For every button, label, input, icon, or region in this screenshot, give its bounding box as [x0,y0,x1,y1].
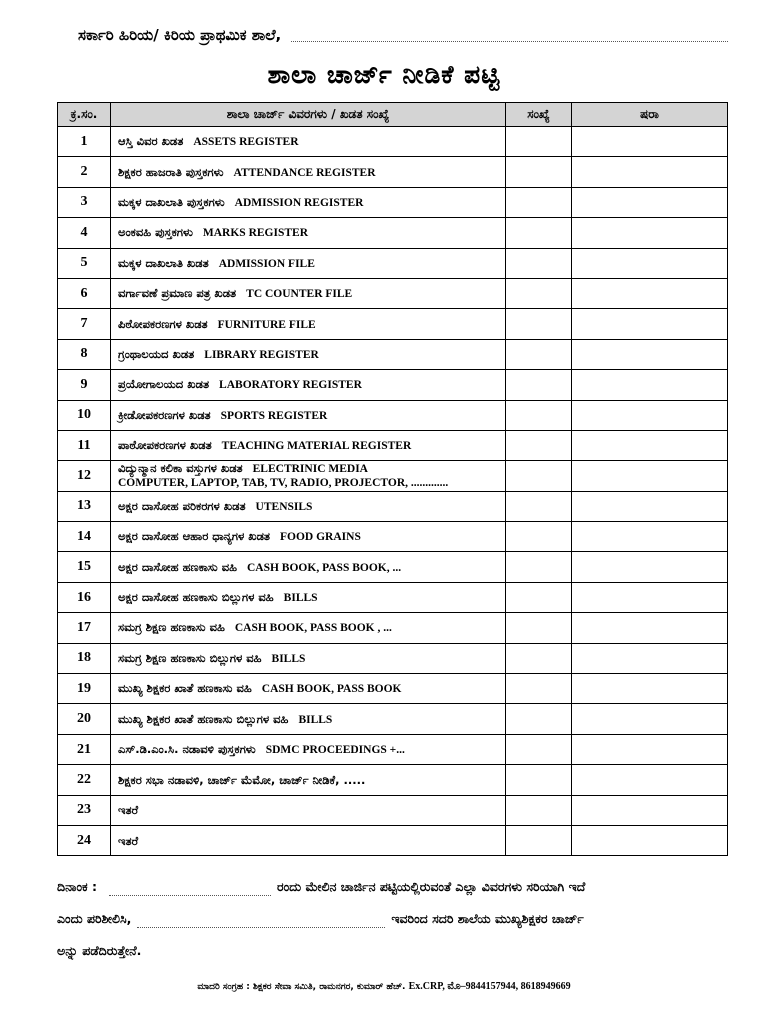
table-row [58,218,728,248]
row-remarks-cell[interactable] [572,248,728,278]
row-description-english: MARKS REGISTER [202,227,309,240]
row-description-english: ADMISSION FILE [218,257,315,270]
row-remarks-cell[interactable] [572,491,728,521]
row-description [111,795,506,825]
table-row [58,370,728,400]
row-description-english: TEACHING MATERIAL REGISTER [221,440,412,453]
row-description-kannada: ಸಮಗ್ರ ಶಿಕ್ಷಣ ಹಣಕಾಸು ಬಿಲ್ಲುಗಳ ವಹಿ [118,650,262,665]
row-count-cell[interactable] [506,461,572,491]
row-serial-number: 4 [58,218,111,248]
row-description-kannada: ಪಿಠೋಪಕರಣಗಳ ಖಡತ [118,316,208,331]
row-description-english: LIBRARY REGISTER [204,348,319,361]
row-description-english: CASH BOOK, PASS BOOK [261,683,402,696]
row-description-english: LABORATORY REGISTER [219,379,362,392]
row-count-cell[interactable] [506,278,572,308]
row-count-cell[interactable] [506,582,572,612]
row-description [111,430,506,460]
row-serial-number: 9 [58,370,111,400]
row-description-kannada: ಶಿಕ್ಷಕರ ಸಭಾ ನಡಾವಳಿ, ಚಾರ್ಜ್ ಮೆಮೋ, ಚಾರ್ಜ್ ನೀಡಿಕೆ, ..... [118,772,366,787]
row-remarks-cell[interactable] [572,552,728,582]
row-count-cell[interactable] [506,704,572,734]
row-count-cell[interactable] [506,734,572,764]
row-remarks-cell[interactable] [572,339,728,369]
row-remarks-cell[interactable] [572,522,728,552]
row-serial-number: 2 [58,157,111,187]
row-remarks-cell[interactable] [572,309,728,339]
row-description-english: BILLS [271,652,306,665]
row-description [111,248,506,278]
row-serial-number: 19 [58,674,111,704]
row-description [111,218,506,248]
row-description [111,370,506,400]
row-description [111,704,506,734]
row-serial-number: 15 [58,552,111,582]
row-count-cell[interactable] [506,674,572,704]
row-description-kannada: ವಿದ್ಯುನ್ಮಾನ ಕಲಿಕಾ ವಸ್ತುಗಳ ಖಡತ [118,461,243,476]
row-description-kannada: ಅಕ್ಷರ ದಾಸೋಹ ಹಣಕಾಸು ಬಿಲ್ಲುಗಳ ವಹಿ [118,590,274,605]
row-count-cell[interactable] [506,795,572,825]
table-row [58,309,728,339]
row-remarks-cell[interactable] [572,613,728,643]
row-description [111,400,506,430]
declaration-text-2: ಎಂದು ಪರಿಶೀಲಿಸಿ, [57,911,132,926]
table-header-row [58,103,728,127]
row-serial-number: 22 [58,765,111,795]
table-row [58,491,728,521]
declaration-text-1: ರಂದು ಮೇಲಿನ ಚಾರ್ಜಿನ ಪಟ್ಟಿಯಲ್ಲಿರುವಂತೆ ಎಲ್ಲಾ ವಿವರಗಳು ಸರಿಯಾಗಿ ಇದೆ [276,879,586,894]
row-description-kannada: ಮುಖ್ಯ ಶಿಕ್ಷಕರ ಖಾತೆ ಹಣಕಾಸು ಬಿಲ್ಲುಗಳ ವಹಿ [118,711,289,726]
row-serial-number: 6 [58,278,111,308]
credit-line [0,981,768,992]
row-description [111,339,506,369]
row-serial-number: 10 [58,400,111,430]
table-row [58,522,728,552]
row-description-kannada: ಮಕ್ಕಳ ದಾಖಲಾತಿ ಖಡತ [118,255,209,270]
credit-text: ಮಾದರಿ ಸಂಗ್ರಹ : ಶಿಕ್ಷಕರ ಸೇವಾ ಸಮಿತಿ, ರಾಮನಗರ, ಕುಮಾರ್ ಹೆಚ್. [197,982,406,992]
row-description-kannada: ಎಸ್.ಡಿ.ಎಂ.ಸಿ. ನಡಾವಳಿ ಪುಸ್ತಕಗಳು [118,742,256,756]
row-description-english: CASH BOOK, PASS BOOK, ... [246,561,402,574]
row-serial-number: 21 [58,734,111,764]
row-serial-number: 12 [58,461,111,491]
row-description-kannada: ಮಕ್ಕಳ ದಾಖಲಾತಿ ಪುಸ್ತಕಗಳು [118,194,225,209]
declaration-text-3: ಇವರಿಂದ ಸದರಿ ಶಾಲೆಯ ಮುಖ್ಯಶಿಕ್ಷಕರ ಚಾರ್ಜ್ [391,911,584,926]
table-row [58,430,728,460]
declaration-line-1 [57,878,727,896]
row-count-cell[interactable] [506,825,572,855]
row-count-cell[interactable] [506,613,572,643]
row-description-kannada: ಗ್ರಂಥಾಲಯದ ಖಡತ [118,346,195,361]
table-row [58,582,728,612]
row-remarks-cell[interactable] [572,400,728,430]
row-description-kannada: ಅಕ್ಷರ ದಾಸೋಹ ಹಣಕಾಸು ವಹಿ [118,559,237,574]
row-description-kannada: ಆಸ್ತಿ ವಿವರ ಖಡತ [118,134,184,149]
row-remarks-cell[interactable] [572,127,728,157]
row-description-kannada: ಪಾಠೋಪಕರಣಗಳ ಖಡತ [118,438,212,453]
row-remarks-cell[interactable] [572,187,728,217]
row-description-english-extra: COMPUTER, LAPTOP, TAB, TV, RADIO, PROJECTOR, ............. [118,477,449,490]
row-serial-number: 23 [58,795,111,825]
row-remarks-cell[interactable] [572,157,728,187]
row-count-cell[interactable] [506,491,572,521]
row-remarks-cell[interactable] [572,278,728,308]
row-serial-number: 13 [58,491,111,521]
row-description-kannada: ಅಕ್ಷರ ದಾಸೋಹ ಪರಿಕರಗಳ ಖಡತ [118,498,246,513]
column-header-serial: ಕ್ರ.ಸಂ. [58,103,111,127]
row-description-english: ELECTRINIC MEDIA [252,463,368,476]
row-serial-number: 14 [58,522,111,552]
column-header-remarks: ಷರಾ [572,103,728,127]
row-count-cell[interactable] [506,552,572,582]
row-count-cell[interactable] [506,765,572,795]
row-description [111,461,506,491]
row-description-kannada: ಇತರೆ [118,803,139,818]
table-row [58,339,728,369]
table-row [58,795,728,825]
row-count-cell[interactable] [506,127,572,157]
date-blank [109,885,271,896]
row-remarks-cell[interactable] [572,218,728,248]
table-row [58,278,728,308]
row-remarks-cell[interactable] [572,582,728,612]
row-description-kannada: ಕ್ರೀಡೋಪಕರಣಗಳ ಖಡತ [118,407,211,422]
column-header-count: ಸಂಖ್ಯೆ [506,103,572,127]
table-row [58,643,728,673]
row-description [111,734,506,764]
name-blank [137,917,385,928]
row-description-english: SPORTS REGISTER [220,409,328,422]
row-description-kannada: ಅಂಕವಹಿ ಪುಸ್ತಕಗಳು [118,225,193,240]
row-description-english: UTENSILS [255,500,313,513]
row-description-english: FURNITURE FILE [217,318,316,331]
table-row [58,765,728,795]
row-description-english: BILLS [283,592,318,605]
row-description [111,613,506,643]
row-serial-number: 3 [58,187,111,217]
row-count-cell[interactable] [506,400,572,430]
declaration-line-3: ಅನ್ನು ಪಡೆದಿರುತ್ತೇನೆ. [57,943,142,958]
row-remarks-cell[interactable] [572,370,728,400]
row-description-kannada: ಇತರೆ [118,833,139,848]
row-description [111,643,506,673]
table-row [58,461,728,491]
table-row [58,613,728,643]
row-description [111,765,506,795]
date-label: ದಿನಾಂಕ : [57,879,97,894]
row-remarks-cell[interactable] [572,430,728,460]
row-count-cell[interactable] [506,218,572,248]
row-serial-number: 18 [58,643,111,673]
row-count-cell[interactable] [506,309,572,339]
table-row [58,248,728,278]
table-row [58,674,728,704]
row-description-english: ADMISSION REGISTER [234,196,364,209]
row-description [111,187,506,217]
row-remarks-cell[interactable] [572,643,728,673]
row-serial-number: 11 [58,430,111,460]
school-name-blank [291,29,728,42]
credit-contact: Ex.CRP, ಮೊ–9844157944, 8618949669 [408,981,571,992]
row-description [111,552,506,582]
row-serial-number: 17 [58,613,111,643]
page-title: ಶಾಲಾ ಚಾರ್ಜ್ ನೀಡಿಕೆ ಪಟ್ಟಿ [267,60,501,89]
row-description-english: TC COUNTER FILE [246,288,353,301]
row-count-cell[interactable] [506,522,572,552]
school-type-label: ಸರ್ಕಾರಿ ಹಿರಿಯ/ ಕಿರಿಯ ಪ್ರಾಥಮಿಕ ಶಾಲೆ, [78,26,282,44]
row-description-english: CASH BOOK, PASS BOOK , ... [234,622,392,635]
row-count-cell[interactable] [506,339,572,369]
table-row [58,187,728,217]
row-remarks-cell[interactable] [572,765,728,795]
row-description [111,127,506,157]
row-description [111,309,506,339]
table-row [58,157,728,187]
table-row [58,552,728,582]
row-serial-number: 7 [58,309,111,339]
row-remarks-cell[interactable] [572,461,728,491]
declaration-line-2 [57,910,727,928]
table-row [58,734,728,764]
row-description [111,278,506,308]
row-description-english: SDMC PROCEEDINGS +... [265,744,405,756]
row-serial-number: 8 [58,339,111,369]
table-row [58,127,728,157]
column-header-details: ಶಾಲಾ ಚಾರ್ಜ್ ವಿವರಗಳು / ಖಡತ ಸಂಖ್ಯೆ [111,103,506,127]
school-name-line [78,26,728,44]
row-count-cell[interactable] [506,430,572,460]
row-description-kannada: ಶಿಕ್ಷಕರ ಹಾಜರಾತಿ ಪುಸ್ತಕಗಳು [118,164,224,179]
row-serial-number: 5 [58,248,111,278]
row-remarks-cell[interactable] [572,734,728,764]
row-description-kannada: ಪ್ರಯೋಗಾಲಯದ ಖಡತ [118,377,210,392]
row-description-kannada: ಅಕ್ಷರ ದಾಸೋಹ ಆಹಾರ ಧಾನ್ಯಗಳ ಖಡತ [118,529,271,544]
row-description-kannada: ಮುಖ್ಯ ಶಿಕ್ಷಕರ ಖಾತೆ ಹಣಕಾಸು ವಹಿ [118,681,252,696]
row-remarks-cell[interactable] [572,704,728,734]
row-description-english: ASSETS REGISTER [193,136,299,149]
row-description [111,825,506,855]
row-description-english: BILLS [298,713,333,726]
row-description [111,522,506,552]
row-description [111,491,506,521]
row-serial-number: 1 [58,127,111,157]
row-remarks-cell[interactable] [572,825,728,855]
row-remarks-cell[interactable] [572,674,728,704]
table-row [58,704,728,734]
table-row [58,400,728,430]
row-count-cell[interactable] [506,157,572,187]
row-description-english: FOOD GRAINS [280,531,361,544]
row-remarks-cell[interactable] [572,795,728,825]
row-count-cell[interactable] [506,248,572,278]
row-description [111,582,506,612]
row-serial-number: 16 [58,582,111,612]
row-count-cell[interactable] [506,187,572,217]
row-description [111,674,506,704]
row-serial-number: 24 [58,825,111,855]
row-description-english: ATTENDANCE REGISTER [233,166,376,179]
row-count-cell[interactable] [506,643,572,673]
charge-list-table [57,102,728,856]
row-description-kannada: ಸಮಗ್ರ ಶಿಕ್ಷಣ ಹಣಕಾಸು ವಹಿ [118,620,225,635]
table-row [58,825,728,855]
row-description [111,157,506,187]
row-serial-number: 20 [58,704,111,734]
row-description-kannada: ವರ್ಗಾವಣೆ ಪ್ರಮಾಣ ಪತ್ರ ಖಡತ [118,286,237,301]
row-count-cell[interactable] [506,370,572,400]
